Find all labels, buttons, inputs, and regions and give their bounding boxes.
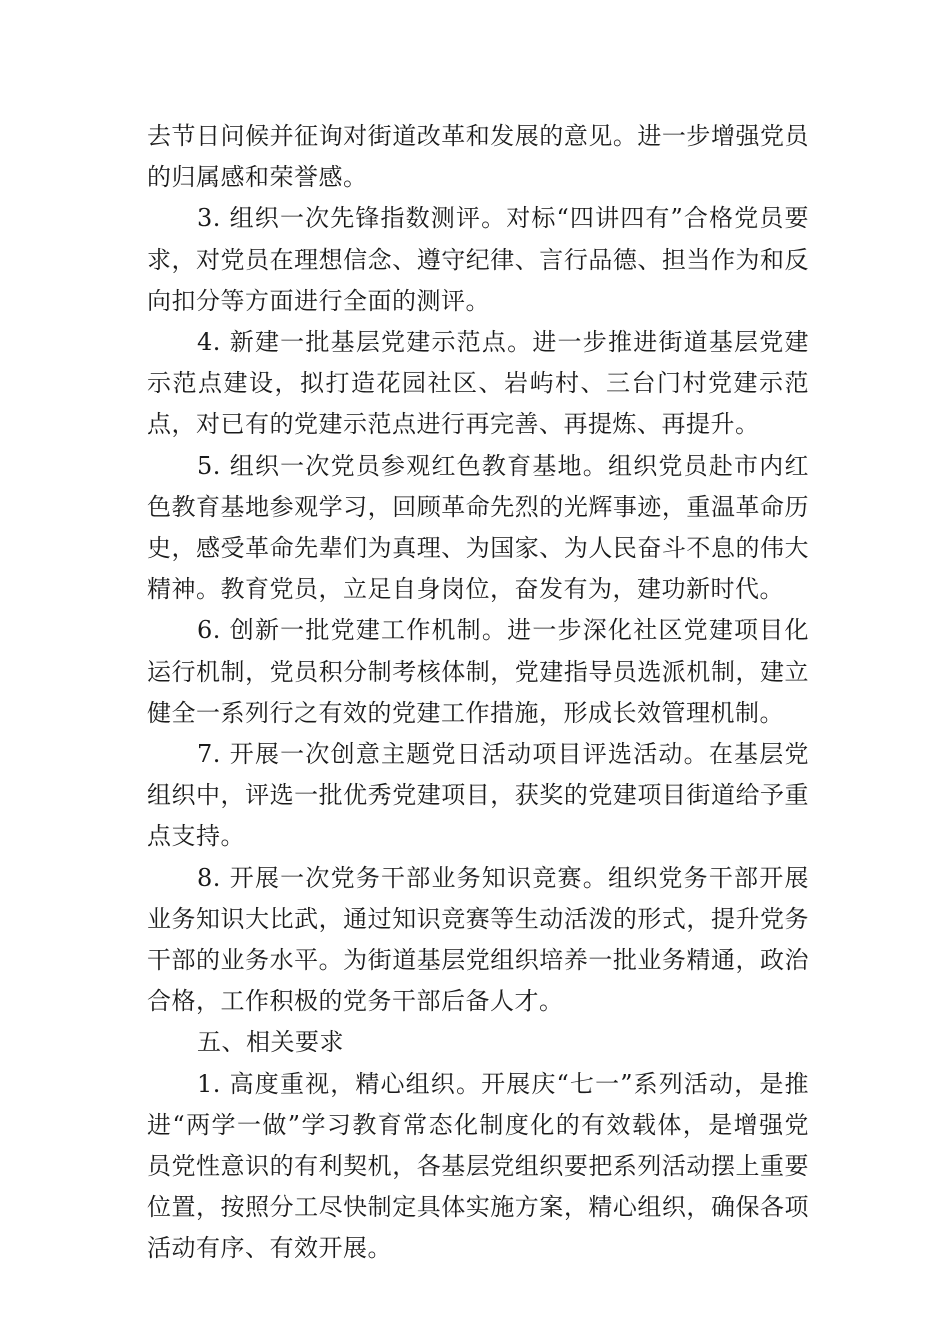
paragraph-item-6: 6. 创新一批党建工作机制。进一步深化社区党建项目化运行机制，党员积分制考核体制，党建指导员选派机制，建立健全一系列行之有效的党建工作措施，形成长效管理机制。 (147, 616, 809, 727)
paragraph-continuation: 去节日问候并征询对街道改革和发展的意见。进一步增强党员的归属感和荣誉感。 (147, 122, 809, 192)
paragraph-item-8: 8. 开展一次党务干部业务知识竞赛。组织党务干部开展业务知识大比武，通过知识竞赛等生动活泼的形式，提升党务干部的业务水平。为街道基层党组织培养一批业务精通，政治合格，工作积极的党务干部后备人才。 (147, 863, 809, 1016)
paragraph-item-3: 3. 组织一次先锋指数测评。对标“四讲四有”合格党员要求，对党员在理想信念、遵守纪律、言行品德、担当作为和反向扣分等方面进行全面的测评。 (147, 204, 809, 315)
document-body (147, 116, 809, 1270)
paragraph-item-4: 4. 新建一批基层党建示范点。进一步推进街道基层党建示范点建设，拟打造花园社区、岩屿村、三台门村党建示范点，对已有的党建示范点进行再完善、再提炼、再提升。 (147, 328, 809, 439)
section-heading: 五、相关要求 (197, 1028, 344, 1057)
paragraph-item-7: 7. 开展一次创意主题党日活动项目评选活动。在基层党组织中，评选一批优秀党建项目，获奖的党建项目街道给予重点支持。 (147, 740, 809, 851)
paragraph-item-5: 5. 组织一次党员参观红色教育基地。组织党员赴市内红色教育基地参观学习，回顾革命先烈的光辉事迹，重温革命历史，感受革命先辈们为真理、为国家、为人民奋斗不息的伟大精神。教育党员，立足自身岗位，奋发有为，建功新时代。 (147, 451, 809, 604)
paragraph-requirement-1: 1. 高度重视，精心组织。开展庆“七一”系列活动，是推进“两学一做”学习教育常态化制度化的有效载体，是增强党员党性意识的有利契机，各基层党组织要把系列活动摆上重要位置，按照分工尽快制定具体实施方案，精心组织，确保各项活动有序、有效开展。 (147, 1069, 809, 1263)
